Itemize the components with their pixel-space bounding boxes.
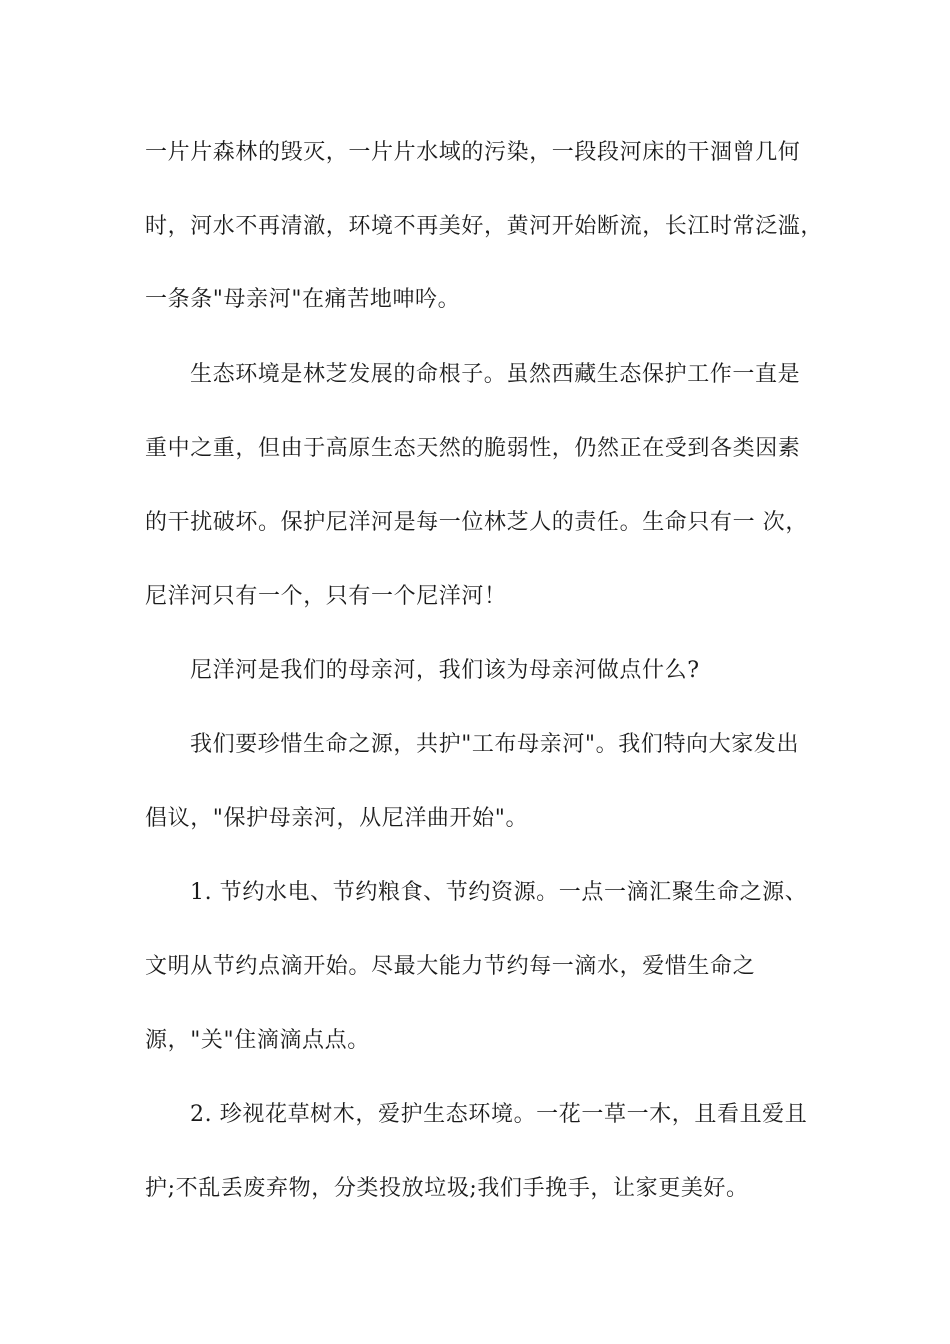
- list-item-1-line-3: 源，"关"住滴滴点点。: [145, 1028, 370, 1053]
- paragraph-2-line-3: 的干扰破坏。保护尼洋河是每一位林芝人的责任。生命只有一 次，: [145, 510, 808, 535]
- paragraph-4-line-1: 我们要珍惜生命之源，共护"工布母亲河"。我们特向大家发出: [190, 732, 800, 757]
- paragraph-1-line-1: 一片片森林的毁灭，一片片水域的污染，一段段河床的干涸曾几何: [145, 140, 801, 165]
- paragraph-2-line-4: 尼洋河只有一个，只有一个尼洋河！: [145, 584, 507, 609]
- list-item-1-line-1: 1. 节约水电、节约粮食、节约资源。一点一滴汇聚生命之源、: [190, 880, 808, 905]
- paragraph-3-line-1: 尼洋河是我们的母亲河，我们该为母亲河做点什么?: [190, 658, 700, 683]
- list-item-2-line-1: 2. 珍视花草树木，爱护生态环境。一花一草一木，且看且爱且: [190, 1102, 808, 1127]
- list-item-2-line-2: 护;不乱丢废弃物，分类投放垃圾;我们手挽手，让家更美好。: [145, 1176, 749, 1201]
- list-item-1-line-2: 文明从节约点滴开始。尽最大能力节约每一滴水，爱惜生命之: [145, 954, 756, 979]
- paragraph-1-line-2: 时，河水不再清澈，环境不再美好，黄河开始断流，长江时常泛滥，: [145, 214, 824, 239]
- paragraph-2-line-1: 生态环境是林芝发展的命根子。虽然西藏生态保护工作一直是: [190, 362, 801, 387]
- paragraph-4-line-2: 倡议，"保护母亲河，从尼洋曲开始"。: [145, 806, 529, 831]
- paragraph-1-line-3: 一条条"母亲河"在痛苦地呻吟。: [145, 287, 461, 312]
- paragraph-2-line-2: 重中之重，但由于高原生态天然的脆弱性，仍然正在受到各类因素: [145, 436, 801, 461]
